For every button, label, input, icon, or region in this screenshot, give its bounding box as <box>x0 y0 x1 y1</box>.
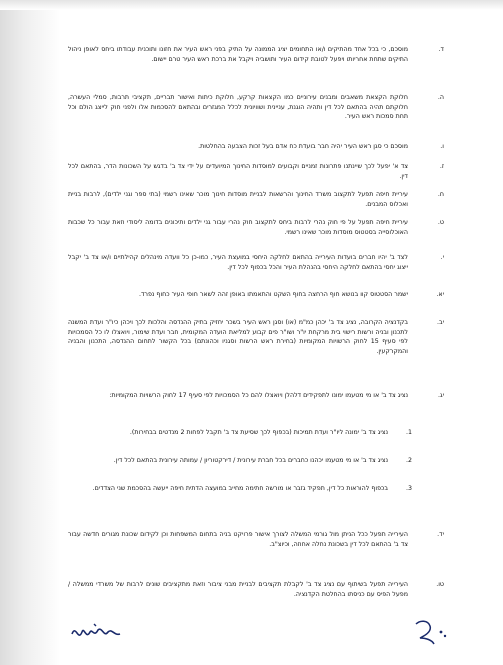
scan-shadow <box>0 0 60 665</box>
clause-text: מוסכם, כי בכל אחד מהתיקים ו/או התחומים יציג הממונה על התיק בפני ראש העיר את חזונו ותוכנית עבודתו ביחס לאופן ניהול התיקים שתחת אחריותו ויפעל לטובת קידום העיר ותושביה ויקבל את ברכת ראש העיר טרם יישום. <box>68 46 408 63</box>
subclause-number: 2. <box>405 457 412 464</box>
clause-number: ו. <box>440 143 444 150</box>
clause-number: יא. <box>436 291 444 298</box>
clause-ya <box>68 290 444 300</box>
clause-text: העירייה תפעל ככל הניתן מול גורמי המשלה לצורך אישור פרויקט בניה בתחום המשפחות וכן לקידום שכונת מגורים חדשה עבור צד ב' בהתאם לכל דין בשכונת נחלה אחוזה, וכיוצ"ב. <box>68 531 408 548</box>
clause-number: ה. <box>437 94 444 101</box>
clause-text: מוסכם כי סגן ראש העיר יהיה חבר בועדת כח אדם בעל זכות הצבעה בהחלטות. <box>198 143 408 150</box>
clause-y <box>68 253 444 272</box>
subclause-text: נציג צד ב' או מי מטעמו יכהנו כחברים בכל חברת עירונית / דירקטוריון / עמותה עירונית בהתאם לכל דין. <box>113 457 388 464</box>
clause-t <box>68 218 444 237</box>
clause-h <box>68 93 444 122</box>
subclause-text: בכפוף להוראות כל דין, תפקיד גזבר או מורשה חתימה מחייב במועצה הדתית חיפה ייעשה בהסכמת שני הצדדים. <box>92 485 388 492</box>
signature-right <box>410 618 450 648</box>
clause-number: ז. <box>439 163 444 170</box>
subclause-number: 1. <box>405 429 412 436</box>
clause-number: י. <box>440 254 444 261</box>
clause-text: חלוקת הקצאת משאבים ומבנים עירוניים כמו הקצאות קרקע, חלוקת כיתות ואישור תבריים, תקציבי תרבות, סמלי העשרה, חלוקתם תהיה בהתאם לכל דין ותהיה הוגנת, עניינית ושוויונית לכלל המגזרים ובהתאם להסכמות אלו ולפני חוק לייצג הולם וכל תחת סמכות ראש העיר. <box>68 94 408 121</box>
clause-text: צד א' יפעל לכך שיינתנו פתרונות זמניים וקבועים למוסדות החינוך המיועדים על ידי צד ב' בדגש על השכונות הדר, בהתאם לכל דין. <box>68 163 408 180</box>
clause-z <box>68 162 444 181</box>
scan-top-shadow <box>0 0 503 10</box>
signature-left <box>68 620 128 650</box>
clause-ch <box>68 190 444 209</box>
clause-number: טו. <box>436 581 444 588</box>
clause-number: יג. <box>437 392 444 399</box>
subclause-text: נציג צד ב' ימונה ליו"ר ועדת תמיכות (בכפוף לכך שסיעת צד ב' תקבל לפחות 2 מנדטים בבחירות). <box>129 429 388 436</box>
clause-number: ח. <box>437 191 444 198</box>
clause-number: יב. <box>436 319 444 326</box>
clause-number: יד. <box>437 531 444 538</box>
clause-text: עיריית חיפה תפעל על פי חוק נהרי לרבות ביחס לתקצוב חוק נהרי עבור גני ילדים ותיכונים בדומה ליסודי וזאת עבור כל שכבות האוכלוסייה בסטטוס מוסדות מוכר שאינו רשמי. <box>68 219 408 236</box>
clause-number: ט. <box>437 219 444 226</box>
clause-yb <box>68 318 444 356</box>
clause-number: ד. <box>438 46 444 53</box>
clause-text: בקדנציה הקרובה, נציג צד ב' יכהן כמ"מ (או) וסגן ראש העיר בשכר יחזיק בתיק ההנדסה והלכות לכך ויכהן כיו"ר ועדת המשנה לתכנון ובניה ורשות רישוי בית מרקחת יו"ר ושו"ר פים קבוע למליאת הועדה המקומית, חבר ועדת שימור, ויואצלו לו כל הסמכויות לפי סעיף 15 לחוק הרשויות המקומיות (בחירת ראש הרשות וסגניו וכהונתם) בכל הקשור לתחום ההנדסה, התכנון והבניה והמקרקעין. <box>68 319 409 355</box>
clause-tv <box>68 580 444 599</box>
clause-text: עיריית חיפה תפעל לתקצוב משרד החינוך והרשאות לבניית מוסדות חינוך מוכר שאינו רשמי (בתי ספר וגני ילדים), לרבות בניית ואכלוס המבנים. <box>68 191 408 208</box>
clause-yd <box>68 530 444 549</box>
clause-text: ישמר הסטטוס קוו בנושא חוף הרחצה בחוף השקט והתאמתו באופן זהה לשאר חופי העיר כחוף נפרד. <box>138 291 408 298</box>
subclause-2 <box>88 456 412 466</box>
clause-text: נציג צד ב' או מי מטעמו ימונו לתפקידים דלהלן ויואצלו להם כל הסמכויות לפי סעיף 17 לחוק הרשויות המקומיות: <box>109 392 408 399</box>
clause-text: לצד ב' יהיו חברים בועדות העירייה בהתאם לחלקה היחסי במועצת העיר, כמו-כן כל וועדה מינהלים קהילתיים ו/או צד ב' יקבל ייצוג יחסי בהתאם לחלקה היחסי בהנהלת העיר והכל בכפוף לכל דין. <box>68 254 408 271</box>
clause-yg <box>68 391 444 401</box>
subclause-3 <box>88 484 412 494</box>
clause-d <box>68 45 444 64</box>
subclause-number: 3. <box>405 485 412 492</box>
clause-v <box>68 142 444 152</box>
clause-text: העירייה תפעל בשיתוף עם נציג צד ב' לקבלת תקציבים לבניית מבני ציבור וזאת מתקציבים שונים לרבות של משרדי ממשלה / מפעל הפיס עם כניסתו בהחלטת הקדנציה. <box>68 581 408 598</box>
subclause-1 <box>88 428 412 438</box>
